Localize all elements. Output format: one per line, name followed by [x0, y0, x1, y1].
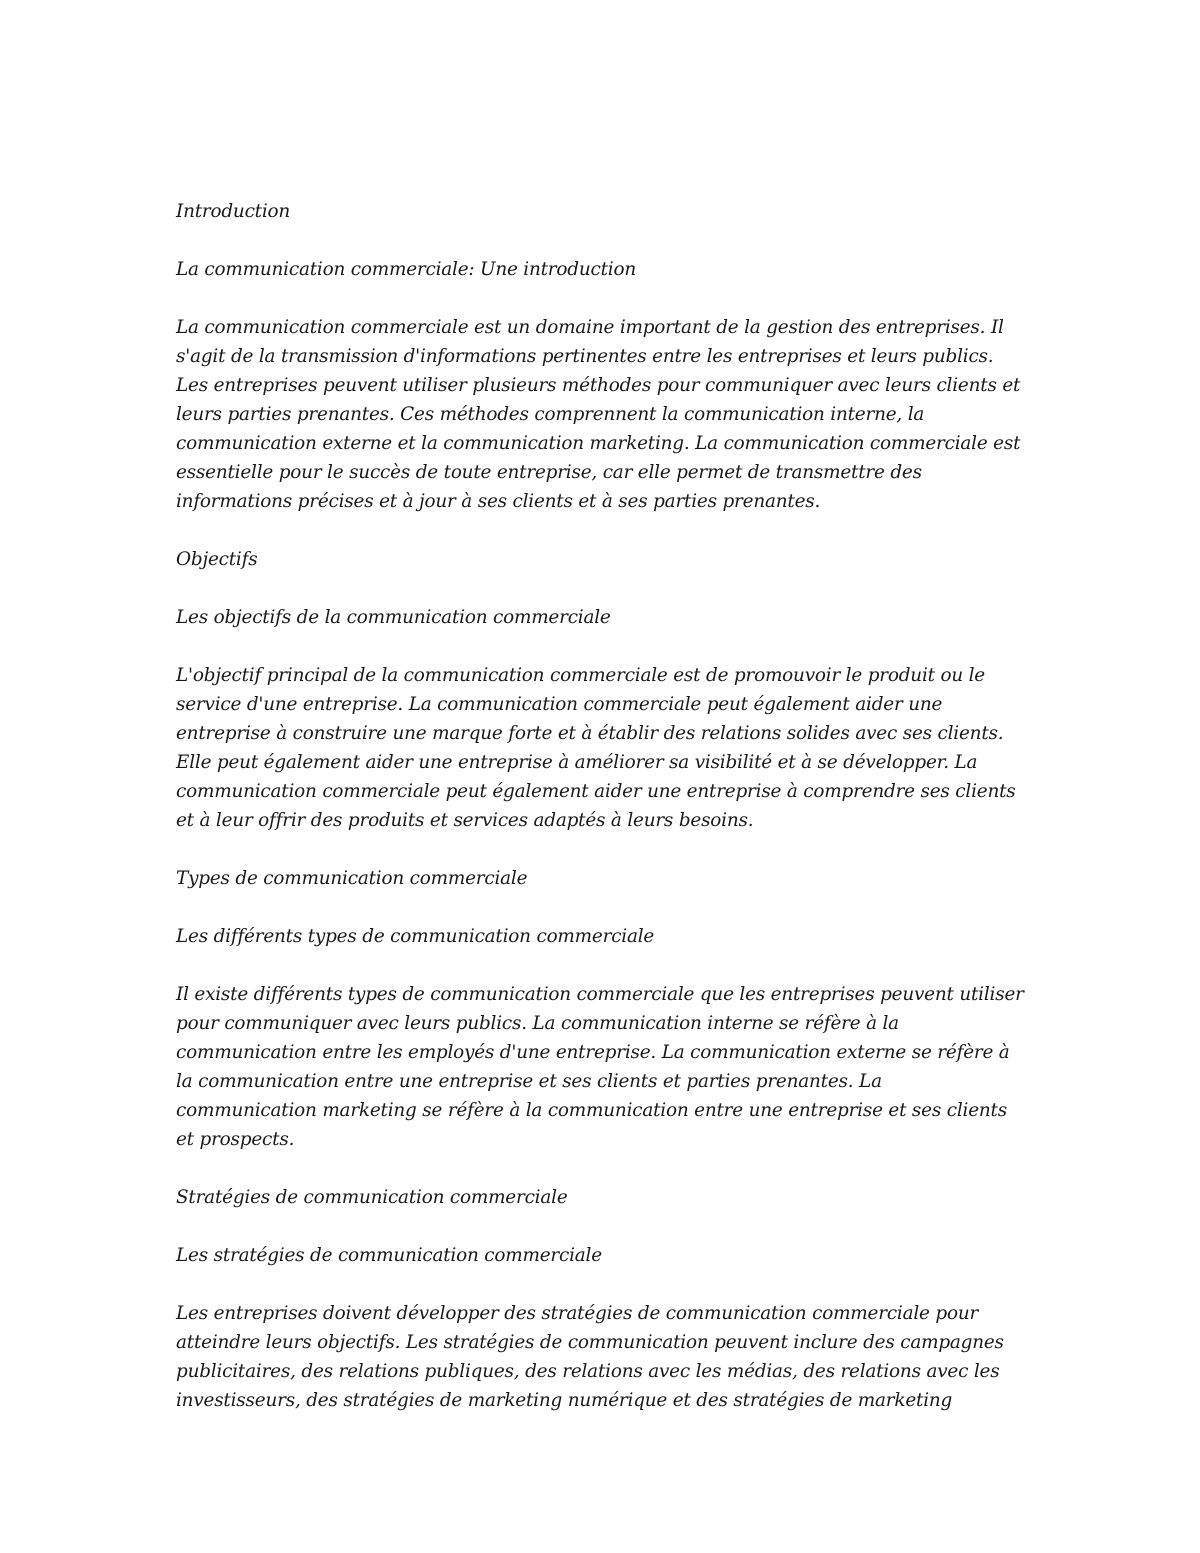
paragraph-types: Il existe différents types de communication commerciale que les entreprises peuvent utiliser pour communiquer avec leurs publics. La communication interne se réfère à la communication entre les employés d'une entreprise. La communication externe se réfère à la communication entre une entreprise et ses clients et parties prenantes. La communication marketing se réfère à la communication entre une entreprise et ses clients et prospects. [176, 984, 1024, 1150]
section-subheading-introduction: La communication commerciale: Une introduction [176, 259, 636, 280]
section-heading-types: Types de communication commerciale [176, 868, 528, 889]
paragraph-strategies: Les entreprises doivent développer des stratégies de communication commerciale pour atteindre leurs objectifs. Les stratégies de communication peuvent inclure des campagnes publicitaires, des relations publiques, des relations avec les médias, des relations avec les investisseurs, des stratégies de marketing numérique et des stratégies de marketing [176, 1303, 1004, 1411]
section-heading-objectifs: Objectifs [176, 549, 258, 570]
paragraph-objectifs: L'objectif principal de la communication commerciale est de promouvoir le produit ou le service d'une entreprise. La communication commerciale peut également aider une entreprise à construire une marque forte et à établir des relations solides avec ses clients. Elle peut également aider une entreprise à améliorer sa visibilité et à se développer. La communication commerciale peut également aider une entreprise à comprendre ses clients et à leur offrir des produits et services adaptés à leurs besoins. [176, 665, 1016, 831]
section-heading-introduction: Introduction [176, 201, 291, 222]
document-body [176, 197, 1028, 1444]
section-heading-strategies: Stratégies de communication commerciale [176, 1187, 568, 1208]
section-subheading-objectifs: Les objectifs de la communication commerciale [176, 607, 611, 628]
section-subheading-types: Les différents types de communication commerciale [176, 926, 655, 947]
paragraph-introduction: La communication commerciale est un domaine important de la gestion des entreprises. Il s'agit de la transmission d'informations pertinentes entre les entreprises et leurs publics. Les entreprises peuvent utiliser plusieurs méthodes pour communiquer avec leurs clients et leurs parties prenantes. Ces méthodes comprennent la communication interne, la communication externe et la communication marketing. La communication commerciale est essentielle pour le succès de toute entreprise, car elle permet de transmettre des informations précises et à jour à ses clients et à ses parties prenantes. [176, 317, 1021, 512]
section-subheading-strategies: Les stratégies de communication commerciale [176, 1245, 602, 1266]
